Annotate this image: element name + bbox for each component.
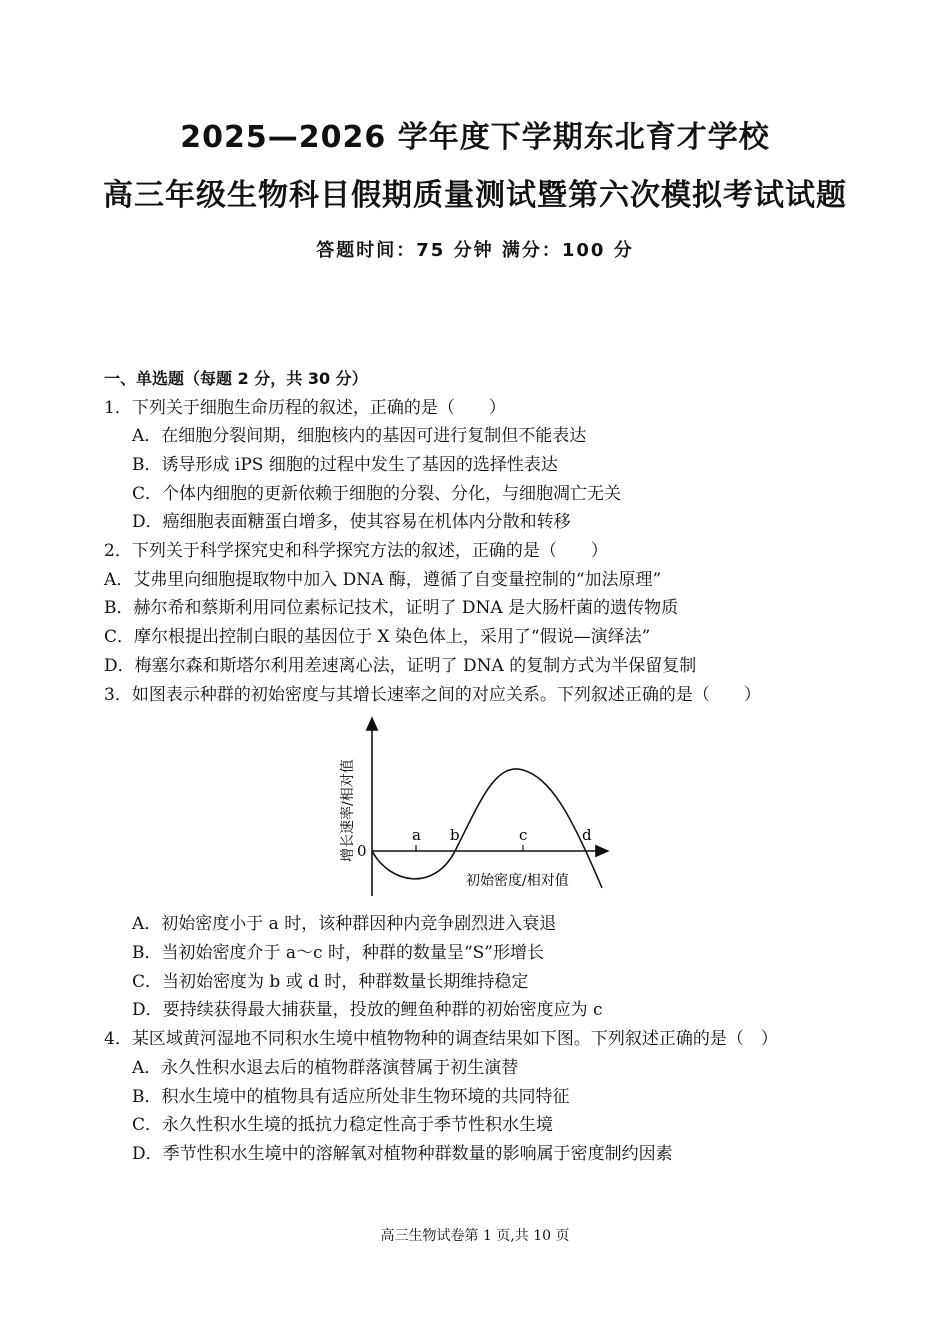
point-label-d: d xyxy=(582,826,592,844)
question-2-stem: 2．下列关于科学探究史和科学探究方法的叙述，正确的是（ ） xyxy=(104,541,608,561)
point-label-a: a xyxy=(412,826,421,844)
origin-label: 0 xyxy=(357,842,367,860)
page-footer: 高三生物试卷第 1 页,共 10 页 xyxy=(380,1228,570,1244)
question-1-stem: 1．下列关于细胞生命历程的叙述，正确的是（ ） xyxy=(104,398,506,418)
question-3-option-d: D．要持续获得最大捕获量，投放的鲤鱼种群的初始密度应为 c xyxy=(132,1000,603,1020)
question-1-option-b: B．诱导形成 iPS 细胞的过程中发生了基因的选择性表达 xyxy=(132,455,558,475)
x-axis-label: 初始密度/相对值 xyxy=(466,873,569,889)
question-4-option-c: C．永久性积水生境的抵抗力稳定性高于季节性积水生境 xyxy=(132,1115,554,1135)
point-label-c: c xyxy=(519,826,528,844)
question-1-option-c: C．个体内细胞的更新依赖于细胞的分裂、分化，与细胞凋亡无关 xyxy=(132,484,622,504)
point-label-b: b xyxy=(450,826,460,844)
question-4-option-a: A．永久性积水退去后的植物群落演替属于初生演替 xyxy=(132,1058,519,1078)
question-4-stem: 4．某区域黄河湿地不同积水生境中植物物种的调查结果如下图。下列叙述正确的是（ ） xyxy=(104,1029,778,1049)
question-2-option-b: B．赫尔希和蔡斯利用同位素标记技术，证明了 DNA 是大肠杆菌的遗传物质 xyxy=(104,598,679,618)
exam-info: 答题时间：75 分钟 满分：100 分 xyxy=(316,240,634,261)
question-1-option-d: D．癌细胞表面糖蛋白增多，使其容易在机体内分散和转移 xyxy=(132,512,571,532)
exam-title-line1: 2025—2026 学年度下学期东北育才学校 xyxy=(180,120,770,155)
question-3-option-b: B．当初始密度介于 a～c 时，种群的数量呈“S”形增长 xyxy=(132,943,544,963)
section-heading: 一、单选题（每题 2 分，共 30 分） xyxy=(104,369,368,388)
question-2-option-c: C．摩尔根提出控制白眼的基因位于 X 染色体上，采用了“假说—演绎法” xyxy=(104,627,651,647)
question-4-option-d: D．季节性积水生境中的溶解氧对植物种群数量的影响属于密度制约因素 xyxy=(132,1144,673,1164)
growth-curve xyxy=(372,769,602,888)
growth-rate-figure xyxy=(330,712,620,902)
exam-title-line2: 高三年级生物科目假期质量测试暨第六次模拟考试试题 xyxy=(103,178,847,213)
question-3-stem: 3．如图表示种群的初始密度与其增长速率之间的对应关系。下列叙述正确的是（ ） xyxy=(104,685,761,705)
question-3-option-c: C．当初始密度为 b 或 d 时，种群数量长期维持稳定 xyxy=(132,972,529,992)
question-2-option-d: D．梅塞尔森和斯塔尔利用差速离心法，证明了 DNA 的复制方式为半保留复制 xyxy=(104,656,697,676)
y-axis-label: 增长速率/相对值 xyxy=(340,759,356,862)
question-1-option-a: A．在细胞分裂间期，细胞核内的基因可进行复制但不能表达 xyxy=(132,426,587,446)
question-2-option-a: A．艾弗里向细胞提取物中加入 DNA 酶，遵循了自变量控制的“加法原理” xyxy=(104,570,662,590)
question-3-option-a: A．初始密度小于 a 时，该种群因种内竞争剧烈进入衰退 xyxy=(132,914,557,934)
question-4-option-b: B．积水生境中的植物具有适应所处非生物环境的共同特征 xyxy=(132,1087,570,1107)
